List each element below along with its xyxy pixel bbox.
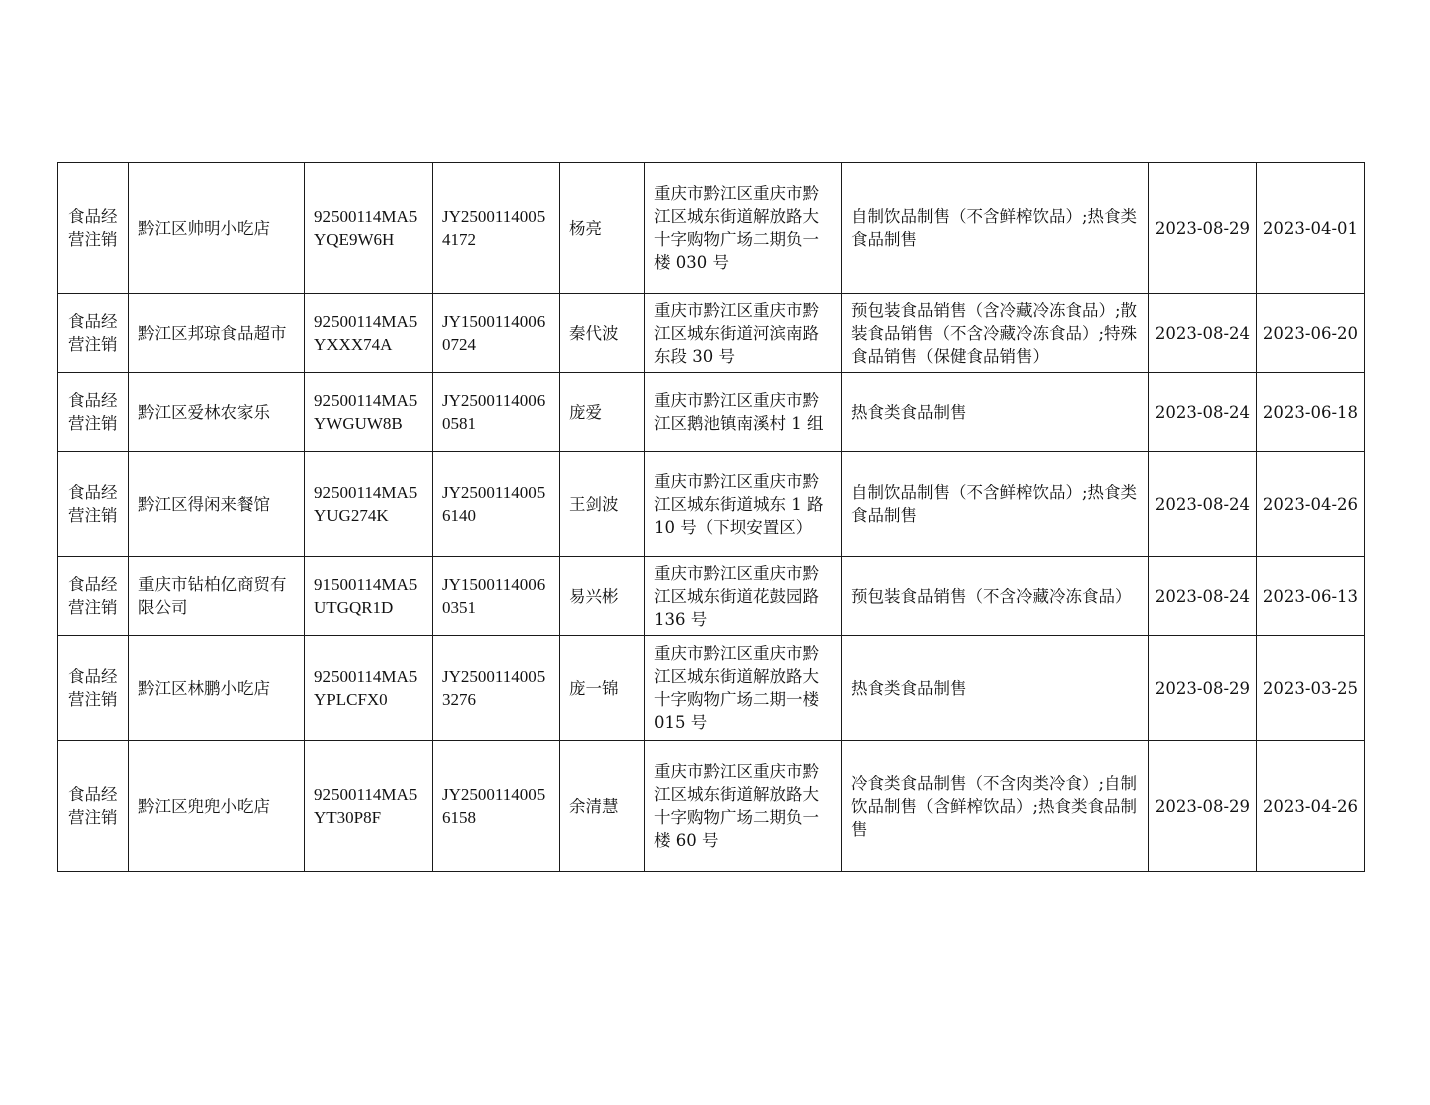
address-cell: 重庆市黔江区重庆市黔江区鹅池镇南溪村 1 组 <box>645 373 842 452</box>
table-row <box>58 557 1365 636</box>
address-cell: 重庆市黔江区重庆市黔江区城东街道解放路大十字购物广场二期负一楼 60 号 <box>645 741 842 872</box>
category-cell: 食品经营注销 <box>58 373 129 452</box>
business-name-cell: 黔江区帅明小吃店 <box>129 163 305 294</box>
business-name-cell: 黔江区得闲来餐馆 <box>129 452 305 557</box>
address-cell: 重庆市黔江区重庆市黔江区城东街道河滨南路东段 30 号 <box>645 294 842 373</box>
date-cell: 2023-08-24 <box>1149 373 1257 452</box>
business-scope-cell: 自制饮品制售（不含鲜榨饮品）;热食类食品制售 <box>842 163 1149 294</box>
credit-code-cell: 92500114MA5YT30P8F <box>305 741 433 872</box>
business-name-cell: 黔江区兜兜小吃店 <box>129 741 305 872</box>
date-cell: 2023-06-18 <box>1257 373 1365 452</box>
credit-code-cell: 92500114MA5YWGUW8B <box>305 373 433 452</box>
category-cell: 食品经营注销 <box>58 294 129 373</box>
license-number-cell: JY25001140053276 <box>433 636 560 741</box>
table-row <box>58 636 1365 741</box>
date-cell: 2023-04-26 <box>1257 741 1365 872</box>
legal-person-cell: 杨亮 <box>560 163 645 294</box>
business-scope-cell: 冷食类食品制售（不含肉类冷食）;自制饮品制售（含鲜榨饮品）;热食类食品制售 <box>842 741 1149 872</box>
category-cell: 食品经营注销 <box>58 557 129 636</box>
business-name-cell: 黔江区爱林农家乐 <box>129 373 305 452</box>
business-scope-cell: 预包装食品销售（含冷藏冷冻食品）;散装食品销售（不含冷藏冷冻食品）;特殊食品销售（保健食品销售） <box>842 294 1149 373</box>
credit-code-cell: 92500114MA5YPLCFX0 <box>305 636 433 741</box>
table-row <box>58 741 1365 872</box>
records-body <box>58 163 1365 872</box>
credit-code-cell: 92500114MA5YUG274K <box>305 452 433 557</box>
license-number-cell: JY25001140054172 <box>433 163 560 294</box>
category-cell: 食品经营注销 <box>58 741 129 872</box>
business-scope-cell: 热食类食品制售 <box>842 373 1149 452</box>
legal-person-cell: 余清慧 <box>560 741 645 872</box>
license-number-cell: JY15001140060351 <box>433 557 560 636</box>
date-cell: 2023-08-29 <box>1149 163 1257 294</box>
category-cell: 食品经营注销 <box>58 452 129 557</box>
category-cell: 食品经营注销 <box>58 636 129 741</box>
address-cell: 重庆市黔江区重庆市黔江区城东街道解放路大十字购物广场二期负一楼 030 号 <box>645 163 842 294</box>
table-row <box>58 163 1365 294</box>
date-cell: 2023-06-13 <box>1257 557 1365 636</box>
date-cell: 2023-06-20 <box>1257 294 1365 373</box>
table-row <box>58 373 1365 452</box>
license-number-cell: JY15001140060724 <box>433 294 560 373</box>
date-cell: 2023-04-01 <box>1257 163 1365 294</box>
business-scope-cell: 自制饮品制售（不含鲜榨饮品）;热食类食品制售 <box>842 452 1149 557</box>
address-cell: 重庆市黔江区重庆市黔江区城东街道城东 1 路 10 号（下坝安置区） <box>645 452 842 557</box>
date-cell: 2023-08-24 <box>1149 294 1257 373</box>
business-name-cell: 重庆市钻柏亿商贸有限公司 <box>129 557 305 636</box>
date-cell: 2023-08-29 <box>1149 741 1257 872</box>
business-scope-cell: 预包装食品销售（不含冷藏冷冻食品） <box>842 557 1149 636</box>
credit-code-cell: 92500114MA5YQE9W6H <box>305 163 433 294</box>
date-cell: 2023-04-26 <box>1257 452 1365 557</box>
date-cell: 2023-08-24 <box>1149 452 1257 557</box>
license-number-cell: JY25001140060581 <box>433 373 560 452</box>
address-cell: 重庆市黔江区重庆市黔江区城东街道花鼓园路 136 号 <box>645 557 842 636</box>
date-cell: 2023-08-24 <box>1149 557 1257 636</box>
business-name-cell: 黔江区林鹏小吃店 <box>129 636 305 741</box>
address-cell: 重庆市黔江区重庆市黔江区城东街道解放路大十字购物广场二期一楼 015 号 <box>645 636 842 741</box>
legal-person-cell: 王剑波 <box>560 452 645 557</box>
table-row <box>58 452 1365 557</box>
credit-code-cell: 91500114MA5UTGQR1D <box>305 557 433 636</box>
legal-person-cell: 庞一锦 <box>560 636 645 741</box>
legal-person-cell: 庞爱 <box>560 373 645 452</box>
credit-code-cell: 92500114MA5YXXX74A <box>305 294 433 373</box>
table-row <box>58 294 1365 373</box>
category-cell: 食品经营注销 <box>58 163 129 294</box>
date-cell: 2023-08-29 <box>1149 636 1257 741</box>
legal-person-cell: 秦代波 <box>560 294 645 373</box>
business-name-cell: 黔江区邦琼食品超市 <box>129 294 305 373</box>
license-number-cell: JY25001140056158 <box>433 741 560 872</box>
license-number-cell: JY25001140056140 <box>433 452 560 557</box>
records-table <box>57 162 1365 872</box>
business-scope-cell: 热食类食品制售 <box>842 636 1149 741</box>
legal-person-cell: 易兴彬 <box>560 557 645 636</box>
date-cell: 2023-03-25 <box>1257 636 1365 741</box>
